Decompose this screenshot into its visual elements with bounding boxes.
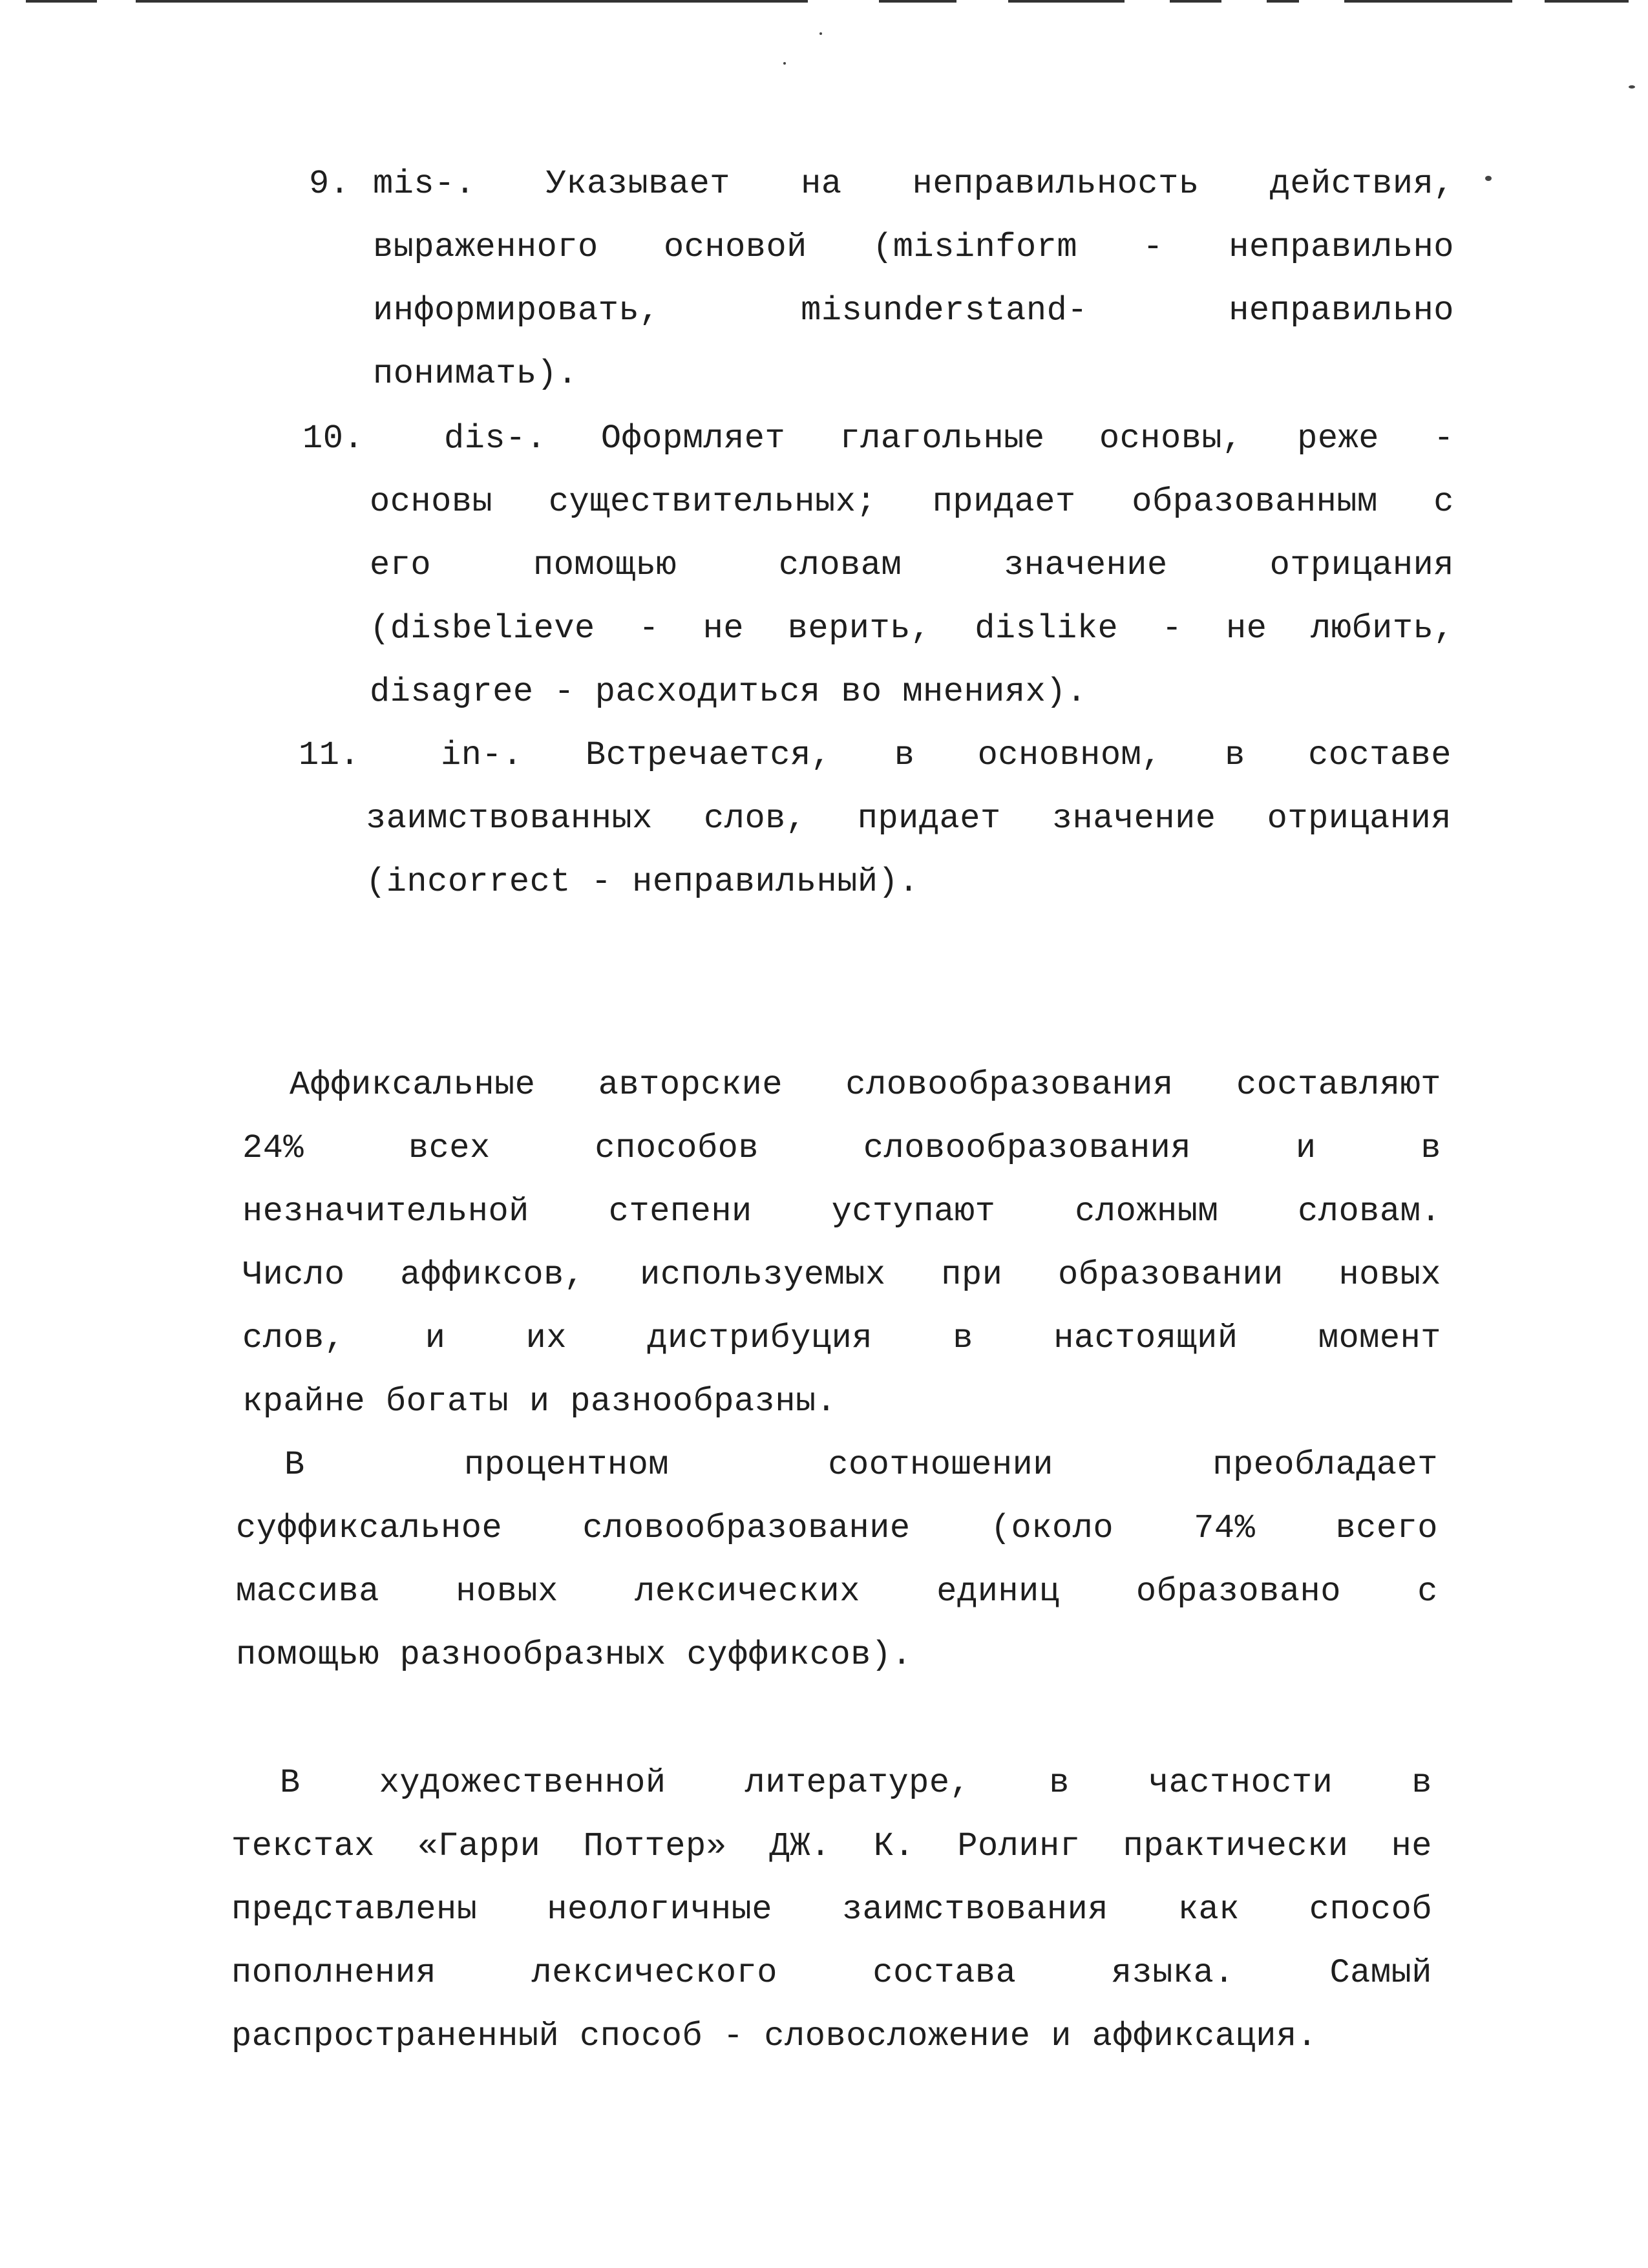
scan-speck [1485,176,1492,181]
scan-speck [1629,85,1635,89]
text-line: Аффиксальные авторские словообразования составляют [290,1066,1441,1104]
text-line: (disbelieve - не верить, dislike - не любить, [370,609,1454,648]
scan-edge-mark [1170,0,1221,3]
text-line: заимствованных слов, придает значение отрицания [366,800,1452,838]
list-number: 11. [299,736,361,774]
text-line: текстах «Гарри Поттер» ДЖ. К. Ролинг практически не [231,1827,1432,1865]
text-line: слов, и их дистрибуция в настоящий момент [242,1319,1441,1357]
scan-edge-mark [26,0,97,3]
text-line: суффиксальное словообразование (около 74% всего [236,1509,1438,1547]
body-paragraph [242,1054,1441,1434]
text-line: Число аффиксов, используемых при образовании новых [242,1256,1441,1294]
text-line: В процентном соотношении преобладает [284,1446,1438,1484]
list-number: 9. [309,165,350,203]
scan-edge-mark [1344,0,1512,3]
scan-speck [819,32,822,35]
text-line: выраженного основой (misinform - неправильно [373,228,1454,266]
scan-edge-mark [1545,0,1629,3]
text-line: массива новых лексических единиц образовано с [236,1573,1438,1611]
text-line: (incorrect - неправильный). [366,863,920,901]
scan-edge-mark [1267,0,1299,3]
text-line: его помощью словам значение отрицания [370,546,1454,584]
list-item-text [370,407,1454,724]
text-line: помощью разнообразных суффиксов). [236,1636,913,1674]
body-paragraph [231,1752,1432,2068]
text-line: пополнения лексического состава языка. Самый [231,1954,1432,1992]
body-paragraph [236,1434,1438,1687]
text-line: понимать). [373,355,578,393]
text-line: крайне богаты и разнообразны. [242,1383,837,1421]
text-line: основы существительных; придает образованным с [370,483,1454,521]
text-line: disagree - расходиться во мнениях). [370,673,1087,711]
text-line: информировать, misunderstand- неправильно [373,291,1454,330]
text-line: незначительной степени уступают сложным словам. [242,1192,1441,1231]
scan-edge-mark [1008,0,1125,3]
list-number: 10. [302,419,364,458]
scan-edge-mark [136,0,808,3]
text-line: 24% всех способов словообразования и в [242,1129,1441,1167]
text-line: представлены неологичные заимствования как способ [231,1891,1432,1929]
scan-edge-mark [879,0,956,3]
text-line: В художественной литературе, в частности в [280,1764,1432,1802]
list-item-text [366,724,1452,914]
text-line: dis-. Оформляет глагольные основы, реже - [444,419,1454,458]
text-line: mis-. Указывает на неправильность действия, [373,165,1454,203]
text-line: распространенный способ - словосложение и аффиксация. [231,2017,1318,2055]
text-line: in-. Встречается, в основном, в составе [441,736,1452,774]
scan-speck [783,62,786,65]
list-item-text [373,153,1454,406]
